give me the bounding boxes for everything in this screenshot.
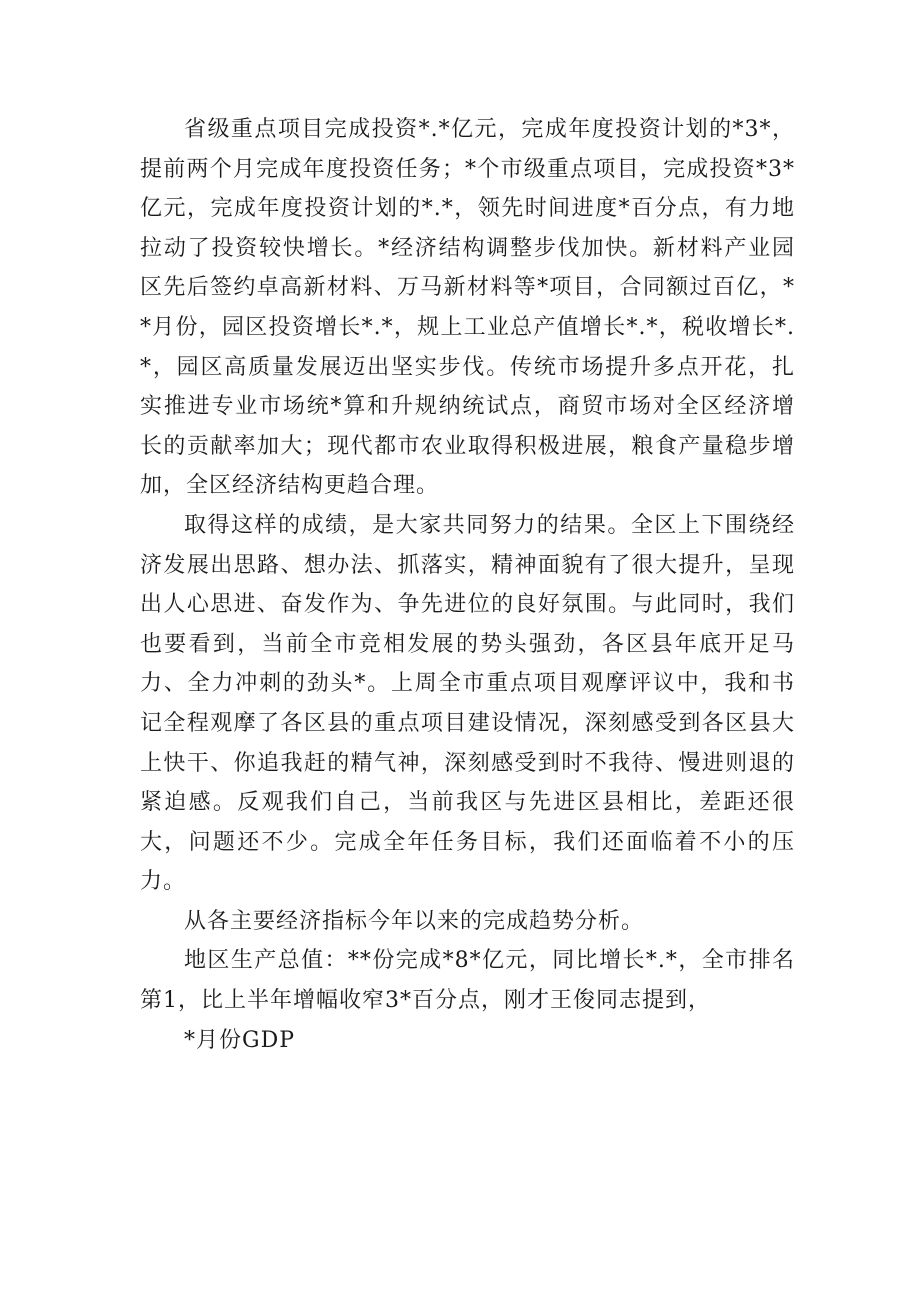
document-body — [140, 110, 795, 1060]
paragraph-gdp: 地区生产总值：**份完成*8*亿元，同比增长*.*，全市排名第1，比上半年增幅收窄3*百分点，刚才王俊同志提到， — [140, 948, 795, 1014]
paragraph-trend-analysis: 从各主要经济指标今年以来的完成趋势分析。 — [184, 908, 645, 934]
paragraph-achievements: 取得这样的成绩，是大家共同努力的结果。全区上下围绕经济发展出思路、想办法、抓落实，精神面貌有了很大提升，呈现出人心思进、奋发作为、争先进位的良好氛围。与此同时，我们也要看到，当前全市竞相发展的势头强劲，各区县年底开足马力、全力冲刺的劲头*。上周全市重点项目观摩评议中，我和书记全程观摩了各区县的重点项目建设情况，深刻感受到各区县大上快干、你追我赶的精气神，深刻感受到时不我待、慢进则退的紧迫感。反观我们自己，当前我区与先进区县相比，差距还很大，问题还不少。完成全年任务目标，我们还面临着不小的压力。 — [140, 512, 795, 895]
trailing-line: *月份GDP — [184, 1027, 296, 1053]
paragraph-investment: 省级重点项目完成投资*.*亿元，完成年度投资计划的*3*，提前两个月完成年度投资任务；*个市级重点项目，完成投资*3*亿元，完成年度投资计划的*.*，领先时间进度*百分点，有力地拉动了投资较快增长。*经济结构调整步伐加快。新材料产业园区先后签约卓高新材料、万马新材料等*项目，合同额过百亿，**月份，园区投资增长*.*，规上工业总产值增长*.*，税收增长*.*，园区高质量发展迈出坚实步伐。传统市场提升多点开花，扎实推进专业市场统*算和升规纳统试点，商贸市场对全区经济增长的贡献率加大；现代都市农业取得积极进展，粮食产量稳步增加，全区经济结构更趋合理。 — [140, 117, 795, 499]
